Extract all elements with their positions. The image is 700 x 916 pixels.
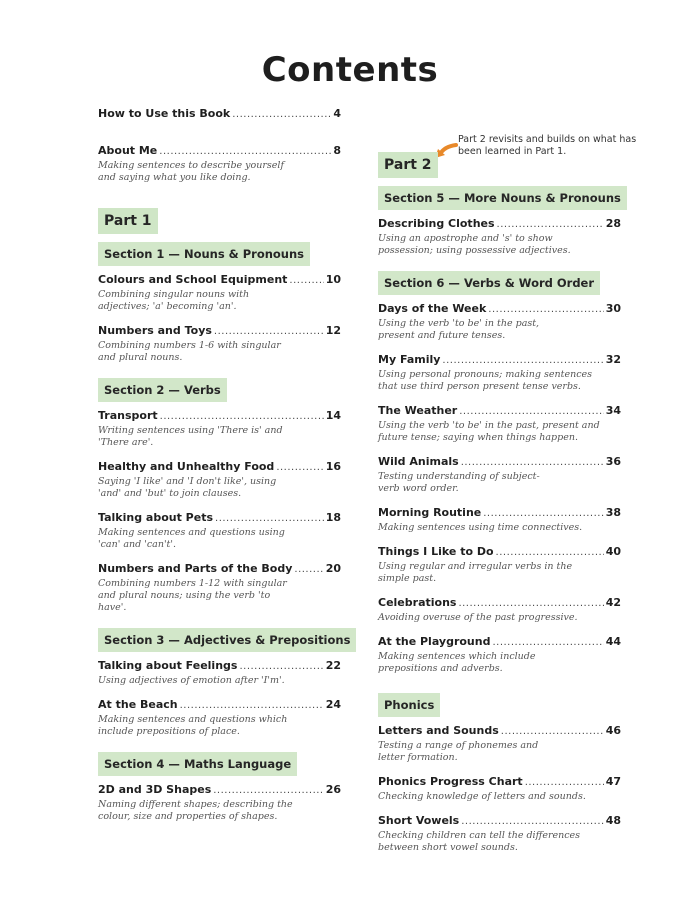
left-column [98, 106, 351, 833]
dot-leader [276, 460, 323, 476]
dot-leader [461, 455, 604, 471]
dot-leader [239, 659, 323, 675]
dot-leader [497, 217, 604, 233]
entry-description: Using adjectives of emotion after 'I'm'. [98, 675, 285, 686]
entry-page: 18 [325, 511, 341, 524]
entry-title: Morning Routine [378, 506, 482, 519]
toc-entry[interactable] [378, 634, 621, 675]
toc-entry[interactable] [378, 544, 621, 585]
entry-page: 28 [605, 217, 621, 230]
toc-entry[interactable] [98, 510, 341, 551]
dot-leader [180, 698, 324, 714]
entry-description: Using personal pronouns; making sentences that use third person present tense verbs. [378, 369, 593, 392]
entry-page: 32 [605, 353, 621, 366]
section-6 [378, 271, 621, 675]
section-4 [98, 752, 341, 823]
toc-entry[interactable] [98, 782, 341, 823]
entry-page: 12 [325, 324, 341, 337]
entry-page: 26 [325, 783, 341, 796]
toc-entry-how-to-use[interactable] [98, 106, 341, 123]
entry-page: 46 [605, 724, 621, 737]
dot-leader [459, 404, 603, 420]
section-5 [378, 186, 621, 257]
dot-leader [289, 273, 323, 289]
entry-description: Testing a range of phonemes and letter formation. [378, 740, 539, 763]
entry-description: Using the verb 'to be' in the past, present and future tenses. [378, 318, 540, 341]
dot-leader [525, 775, 604, 791]
entry-description: Using regular and irregular verbs in the simple past. [378, 561, 573, 584]
entry-title: Transport [98, 409, 158, 422]
entry-description: Testing understanding of subject-verb word order. [378, 471, 540, 494]
section-3 [98, 628, 351, 738]
toc-entry-about-me[interactable] [98, 143, 341, 184]
entry-page: 10 [325, 273, 341, 286]
part-1-heading: Part 1 [98, 208, 158, 234]
entry-page: 14 [325, 409, 341, 422]
toc-entry[interactable] [378, 352, 621, 393]
entry-description: Making sentences using time connectives. [378, 522, 583, 533]
dot-leader [214, 324, 324, 340]
entry-page: 36 [605, 455, 621, 468]
entry-page: 8 [333, 144, 341, 157]
toc-entry[interactable] [98, 658, 341, 687]
right-column [378, 152, 621, 864]
entry-page: 42 [605, 596, 621, 609]
section-heading: Section 2 — Verbs [98, 378, 227, 402]
toc-entry[interactable] [378, 301, 621, 342]
dot-leader [458, 596, 603, 612]
section-heading: Section 1 — Nouns & Pronouns [98, 242, 310, 266]
entry-title: Letters and Sounds [378, 724, 499, 737]
toc-entry[interactable] [378, 774, 621, 803]
page-title: Contents [261, 50, 439, 90]
toc-entry[interactable] [98, 561, 341, 614]
dot-leader [232, 107, 331, 123]
dot-leader [442, 353, 603, 369]
dot-leader [159, 144, 331, 160]
toc-entry[interactable] [98, 459, 341, 500]
dot-leader [496, 545, 604, 561]
entry-description: Avoiding overuse of the past progressive. [378, 612, 578, 623]
toc-entry[interactable] [378, 454, 621, 495]
entry-title: Days of the Week [378, 302, 487, 315]
entry-title: Phonics Progress Chart [378, 775, 523, 788]
dot-leader [488, 302, 603, 318]
entry-page: 4 [333, 107, 341, 120]
entry-description: Using an apostrophe and 's' to show possession; using possessive adjectives. [378, 233, 571, 256]
entry-title: My Family [378, 353, 441, 366]
entry-page: 34 [605, 404, 621, 417]
toc-entry[interactable] [98, 697, 341, 738]
toc-entry[interactable] [378, 813, 621, 854]
entry-title: Short Vowels [378, 814, 460, 827]
toc-entry[interactable] [98, 408, 341, 449]
entry-title: How to Use this Book [98, 107, 231, 120]
entry-title: Talking about Pets [98, 511, 214, 524]
entry-description: Checking children can tell the differences between short vowel sounds. [378, 830, 581, 853]
entry-title: Celebrations [378, 596, 457, 609]
part-2-heading: Part 2 [378, 152, 438, 178]
entry-title: Things I Like to Do [378, 545, 494, 558]
entry-page: 48 [605, 814, 621, 827]
section-heading: Section 4 — Maths Language [98, 752, 297, 776]
entry-title: At the Playground [378, 635, 491, 648]
entry-description: Making sentences and questions which include prepositions of place. [98, 714, 288, 737]
toc-entry[interactable] [378, 216, 621, 257]
entry-page: 30 [605, 302, 621, 315]
dot-leader [213, 783, 323, 799]
entry-description: Combining singular nouns with adjectives; 'a' becoming 'an'. [98, 289, 250, 312]
dot-leader [501, 724, 604, 740]
dot-leader [160, 409, 324, 425]
toc-entry[interactable] [378, 403, 621, 444]
entry-title: Numbers and Parts of the Body [98, 562, 293, 575]
dot-leader [294, 562, 323, 578]
section-heading: Phonics [378, 693, 440, 717]
entry-page: 47 [605, 775, 621, 788]
section-heading: Section 6 — Verbs & Word Order [378, 271, 600, 295]
section-1 [98, 242, 341, 364]
entry-title: Numbers and Toys [98, 324, 212, 337]
entry-page: 44 [605, 635, 621, 648]
entry-description: Using the verb 'to be' in the past, present and future tense; saying when things happen. [378, 420, 600, 443]
section-heading: Section 3 — Adjectives & Prepositions [98, 628, 356, 652]
dot-leader [461, 814, 603, 830]
entry-title: The Weather [378, 404, 458, 417]
part-2-note: Part 2 revisits and builds on what has been learned in Part 1. [458, 134, 637, 157]
entry-description: Saying 'I like' and 'I don't like', using 'and' and 'but' to join clauses. [98, 476, 277, 499]
entry-description: Making sentences and questions using 'can' and 'can't'. [98, 527, 285, 550]
section-phonics [378, 693, 621, 854]
entry-page: 20 [325, 562, 341, 575]
entry-title: Talking about Feelings [98, 659, 238, 672]
dot-leader [215, 511, 324, 527]
toc-entry[interactable] [378, 595, 621, 624]
dot-leader [483, 506, 603, 522]
entry-page: 40 [605, 545, 621, 558]
section-heading: Section 5 — More Nouns & Pronouns [378, 186, 627, 210]
toc-entry[interactable] [98, 323, 341, 364]
entry-title: Healthy and Unhealthy Food [98, 460, 275, 473]
entry-description: Combining numbers 1-12 with singular and plural nouns; using the verb 'to have'. [98, 578, 287, 613]
entry-page: 22 [325, 659, 341, 672]
dot-leader [492, 635, 603, 651]
entry-title: 2D and 3D Shapes [98, 783, 212, 796]
entry-title: Describing Clothes [378, 217, 495, 230]
entry-title: Wild Animals [378, 455, 459, 468]
entry-description: Making sentences which include prepositions and adverbs. [378, 651, 536, 674]
entry-description: Making sentences to describe yourself and saying what you like doing. [98, 160, 284, 183]
entry-page: 16 [325, 460, 341, 473]
entry-title: At the Beach [98, 698, 178, 711]
entry-page: 38 [605, 506, 621, 519]
entry-description: Naming different shapes; describing the colour, size and properties of shapes. [98, 799, 293, 822]
entry-title: Colours and School Equipment [98, 273, 288, 286]
section-2 [98, 378, 341, 614]
toc-entry[interactable] [378, 505, 621, 534]
entry-page: 24 [325, 698, 341, 711]
entry-description: Writing sentences using 'There is' and 'There are'. [98, 425, 283, 448]
toc-entry[interactable] [98, 272, 341, 313]
entry-description: Checking knowledge of letters and sounds. [378, 791, 586, 802]
entry-title: About Me [98, 144, 158, 157]
toc-entry[interactable] [378, 723, 621, 764]
entry-description: Combining numbers 1-6 with singular and plural nouns. [98, 340, 281, 363]
